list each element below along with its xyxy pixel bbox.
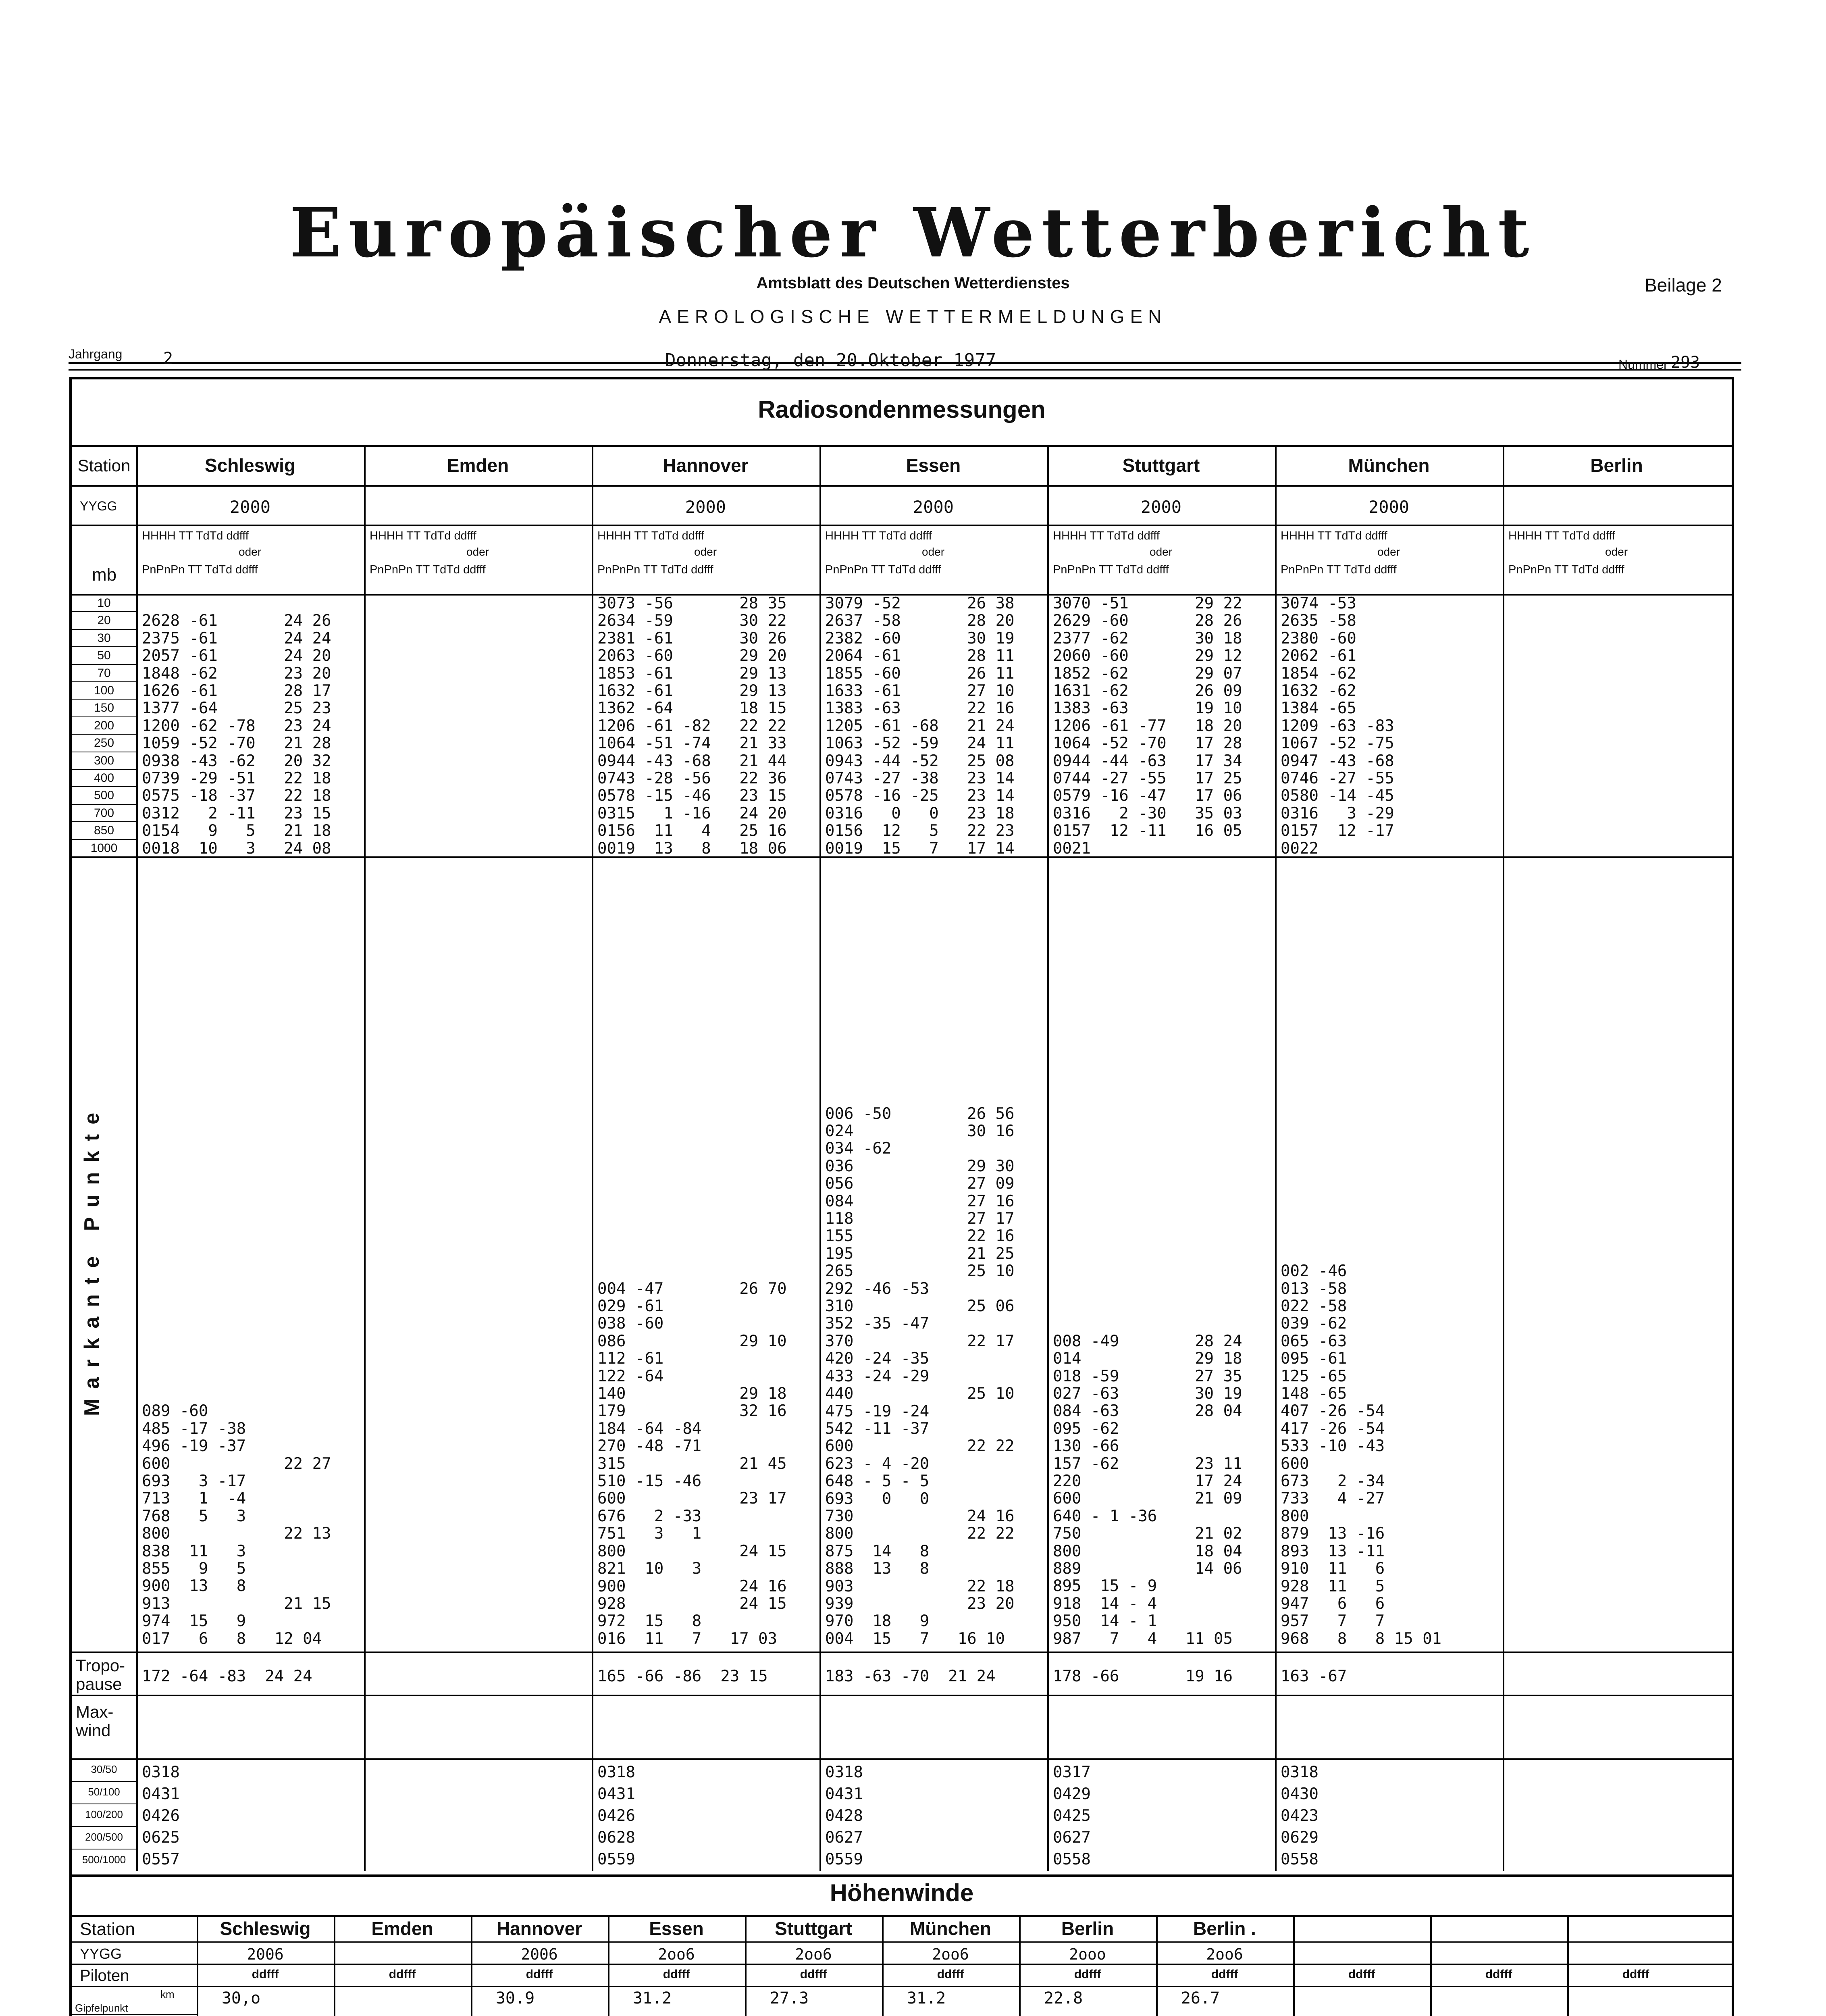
level-rule [72,769,136,770]
shear-level: 30/50 [91,1763,117,1775]
col-caption-oder: oder [1150,546,1173,558]
col-caption: PnPnPn TT TdTd ddfff [1508,563,1624,576]
station-yygg: 2006 [247,1945,284,1963]
col-caption: PnPnPn TT TdTd ddfff [597,563,713,576]
pressure-level: 850 [94,824,114,837]
row-divider [72,1986,1732,1987]
pressure-level: 200 [94,719,114,732]
station-yygg: 2oo6 [932,1945,969,1963]
standard-level-data: 2628 -61 24 26 2375 -61 24 24 2057 -61 24 20 1848 -62 23 20 1626 -61 28 17 1377 -64 25 23 1200 -62 -78 23 24 1059 -52 -70 21 28 0938 -43 -62 20 32 0739 -29 -51 22 18 0575 -18 -37 22 18 0312 2 -11 23 15 0154 9 5 21 18 0018 10 3 24 08 [142,612,331,858]
col-caption-oder: oder [1377,546,1400,558]
station-yygg: 2006 [521,1945,558,1963]
col-caption: PnPnPn TT TdTd ddfff [142,563,258,576]
row-divider [72,1695,1732,1696]
wind-shear-data: 0318 0431 0426 0625 0557 [142,1763,180,1868]
page-title: Europäischer Wetterbericht [289,193,1537,273]
station-yygg: 2000 [685,497,726,517]
station-yygg: 2000 [1368,497,1410,517]
nummer-value: 293 [1671,353,1700,372]
row-divider [72,1652,1732,1653]
level-rule [72,734,136,735]
col-caption-oder: oder [694,546,717,558]
pressure-level: 300 [94,754,114,767]
ddfff-caption: ddfff [1348,1968,1375,1981]
col-caption: HHHH TT TdTd ddfff [597,529,704,542]
level-rule [72,594,136,595]
station-name: Stuttgart [775,1918,852,1939]
pressure-level: 250 [94,736,114,750]
ddfff-caption: ddfff [663,1968,690,1981]
piloten-label: Piloten [80,1967,129,1985]
col-caption: HHHH TT TdTd ddfff [825,529,932,542]
level-rule [72,681,136,682]
col-caption: HHHH TT TdTd ddfff [370,529,476,542]
ddfff-caption: ddfff [252,1968,279,1981]
col-caption: PnPnPn TT TdTd ddfff [825,563,941,576]
pressure-level: 50 [97,649,111,662]
hoehenwinde-table [69,1877,1734,2016]
level-rule [72,804,136,805]
row-divider [72,1758,1732,1760]
shear-rule [72,1758,136,1759]
level-rule [72,611,136,612]
station-name: Hannover [496,1918,582,1939]
pressure-level: 400 [94,771,114,785]
ddfff-caption: ddfff [1485,1968,1512,1981]
station-yygg: 2oo6 [1206,1945,1243,1963]
col-caption-oder: oder [239,546,262,558]
col-caption: PnPnPn TT TdTd ddfff [1053,563,1169,576]
radiosonde-title: Radiosondenmessungen [758,396,1046,423]
ddfff-caption: ddfff [526,1968,553,1981]
gipfelpunkt-label: Gipfelpunkt [75,2002,128,2014]
row-divider [72,525,1732,526]
standard-level-data: 3073 -56 28 35 2634 -59 30 22 2381 -61 30 26 2063 -60 29 20 1853 -61 29 13 1632 -61 29 13 1362 -64 18 15 1206 -61 -82 22 22 1064 -51 -74 21 33 0944 -43 -68 21 44 0743 -28 -56 22 36 0578 -15 -46 23 15 0315 1 -16 24 20 0156 11 4 25 16 0019 13 8 18 06 [597,594,787,858]
col-divider [364,445,366,1871]
shear-rule [72,1826,136,1827]
wind-shear-data: 0317 0429 0425 0627 0558 [1053,1763,1091,1868]
col-divider [1275,445,1277,1871]
tropopause-data: 165 -66 -86 23 15 [597,1667,768,1685]
ddfff-caption: ddfff [1622,1968,1649,1981]
station-yygg: 2000 [1140,497,1182,517]
row-divider [72,1964,1732,1965]
level-rule [72,839,136,840]
gipfel-km-value: 30,o [221,1989,261,2008]
yygg-label: YYGG [80,1945,122,1962]
pressure-level: 1000 [90,841,118,855]
level-rule [72,629,136,630]
gipfel-km-value: 31.2 [907,1989,946,2008]
pressure-level: 700 [94,806,114,820]
col-caption: HHHH TT TdTd ddfff [1281,529,1387,542]
col-divider [1047,445,1049,1871]
gipfel-km-value: 27.3 [769,1989,809,2008]
markante-punkte-label: Markante Punkte [80,1103,104,1416]
subtitle: Amtsblatt des Deutschen Wetterdienstes [756,274,1070,292]
mb-label: mb [92,565,117,585]
col-divider [819,445,821,1871]
ddfff-caption: ddfff [389,1968,416,1981]
shear-level: 200/500 [85,1831,123,1843]
issue-date: Donnerstag, den 20.Oktober 1977 [665,350,996,371]
station-name: Hannover [663,455,749,476]
pressure-level: 30 [97,631,111,645]
col-divider [592,445,593,1871]
shear-level: 500/1000 [82,1854,126,1866]
station-name: Berlin . [1193,1918,1256,1939]
gipfel-km-label: km [160,1988,175,2000]
col-caption: HHHH TT TdTd ddfff [142,529,249,542]
station-name: Emden [447,455,509,476]
level-rule [72,786,136,787]
marked-points-data: 089 -60 485 -17 -38 496 -19 -37 600 22 27 693 3 -17 713 1 -4 768 5 3 800 22 13 838 11 3 855 9 5 900 13 8 913 21 15 974 15 9 017 6 8 12 04 [142,1402,331,1648]
pressure-level: 100 [94,684,114,697]
station-name: Stuttgart [1122,455,1200,476]
ddfff-caption: ddfff [937,1968,964,1981]
marked-points-data: 006 -50 26 56 024 30 16 034 -62 036 29 30 056 27 09 084 27 16 118 27 17 155 22 16 195 21 25 265 25 10 292 -46 -53 310 25 06 352 -35 -47 370 22 17 420 -24 -35 433 -24 -29 440 25 10 475 -19 -24 542 -11 -37 600 22 22 623 - 4 -20 648 - 5 - 5 693 0 0 730 24 16 800 22 22 875 14 8 888 13 8 903 22 18 939 23 20 970 18 9 004 15 7 16 10 [825,1104,1015,1648]
pressure-level: 500 [94,789,114,802]
station-yygg: 2oo6 [658,1945,695,1963]
col-caption: HHHH TT TdTd ddfff [1508,529,1615,542]
station-name: Schleswig [220,1918,311,1939]
station-yygg: 2000 [913,497,954,517]
level-rule [72,699,136,700]
gipfel-km-value: 30.9 [495,1989,535,2008]
shear-level: 50/100 [88,1786,120,1798]
tropopause-data: 172 -64 -83 24 24 [142,1667,312,1685]
station-yygg: 2ooo [1069,1945,1106,1963]
station-name: Essen [906,455,961,476]
tropopause-data: 178 -66 19 16 [1053,1667,1233,1685]
marked-points-data: 008 -49 28 24 014 29 18 018 -59 27 35 027 -63 30 19 084 -63 28 04 095 -62 130 -66 157 -62 23 11 220 17 24 600 21 09 640 - 1 -36 750 21 02 800 18 04 889 14 06 895 15 - 9 918 14 - 4 950 14 - 1 987 7 4 11 05 [1053,1332,1242,1648]
station-name: Berlin [1061,1918,1114,1939]
tropopause-data: 163 -67 [1281,1667,1347,1685]
col-caption-oder: oder [1605,546,1628,558]
wind-shear-data: 0318 0430 0423 0629 0558 [1281,1763,1319,1868]
level-rule [72,716,136,717]
nummer-label: Nummer [1618,357,1668,372]
station-label: Station [77,456,131,475]
pressure-level: 20 [97,614,111,627]
shear-level: 100/200 [85,1808,123,1820]
station-name: Schleswig [205,455,295,476]
standard-level-data: 3079 -52 26 38 2637 -58 28 20 2382 -60 30 19 2064 -61 28 11 1855 -60 26 11 1633 -61 27 10 1383 -63 22 16 1205 -61 -68 21 24 1063 -52 -59 24 11 0943 -44 -52 25 08 0743 -27 -38 23 14 0578 -16 -25 23 14 0316 0 0 23 18 0156 12 5 22 23 0019 15 7 17 14 [825,594,1015,858]
station-yygg: 2000 [229,497,271,517]
row-divider [72,1915,1732,1917]
col-divider [1503,445,1504,1871]
row-divider [72,485,1732,487]
ddfff-caption: ddfff [800,1968,827,1981]
col-caption: PnPnPn TT TdTd ddfff [1281,563,1397,576]
station-name: Emden [371,1918,433,1939]
jahrgang-label: Jahrgang [69,347,123,361]
gipfel-km-value: 26.7 [1181,1989,1220,2008]
marked-points-data: 004 -47 26 70 029 -61 038 -60 086 29 10 112 -61 122 -64 140 29 18 179 32 16 184 -64 -84 270 -48 -71 315 21 45 510 -15 -46 600 23 17 676 2 -33 751 3 1 800 24 15 821 10 3 900 24 16 928 24 15 972 15 8 016 11 7 17 03 [597,1279,787,1648]
col-caption-oder: oder [922,546,945,558]
standard-level-data: 3070 -51 29 22 2629 -60 28 26 2377 -62 30 18 2060 -60 29 12 1852 -62 29 07 1631 -62 26 09 1383 -63 19 10 1206 -61 -77 18 20 1064 -52 -70 17 28 0944 -44 -63 17 34 0744 -27 -55 17 25 0579 -16 -47 17 06 0316 2 -30 35 03 0157 12 -11 16 05 0021 [1053,594,1242,858]
col-caption-oder: oder [466,546,489,558]
wind-shear-data: 0318 0431 0426 0628 0559 [597,1763,635,1868]
col-caption: PnPnPn TT TdTd ddfff [370,563,486,576]
pressure-level: 150 [94,701,114,715]
col-divider [1430,1915,1432,2016]
beilage: Beilage 2 [1645,275,1722,296]
shear-rule [72,1781,136,1782]
col-divider [136,445,138,1871]
pressure-level: 10 [97,596,111,610]
station-name: München [910,1918,991,1939]
col-divider [1567,1915,1569,2016]
level-rule [72,821,136,822]
station-name: Berlin [1590,455,1643,476]
standard-level-data: 3074 -53 2635 -58 2380 -60 2062 -61 1854 -62 1632 -62 1384 -65 1209 -63 -83 1067 -52 -75 0947 -43 -68 0746 -27 -55 0580 -14 -45 0316 3 -29 0157 12 -17 0022 [1281,594,1394,858]
pressure-level: 70 [97,666,111,680]
station-label: Station [80,1919,135,1939]
row-divider [72,1941,1732,1943]
level-rule [72,664,136,665]
station-yygg: 2oo6 [795,1945,832,1963]
jahrgang-value: 2 [163,349,173,368]
gipfel-km-value: 22.8 [1044,1989,1083,2008]
col-divider [1293,1915,1295,2016]
marked-points-data: 002 -46 013 -58 022 -58 039 -62 065 -63 095 -61 125 -65 148 -65 407 -26 -54 417 -26 -54 533 -10 -43 600 673 2 -34 733 4 -27 800 879 13 -16 893 13 -11 910 11 6 928 11 5 947 6 6 957 7 7 968 8 8 15 01 [1281,1262,1442,1648]
level-rule [72,646,136,647]
hoehenwinde-title: Höhenwinde [830,1879,974,1906]
station-name: München [1348,455,1430,476]
tropopause-data: 183 -63 -70 21 24 [825,1667,996,1685]
radiosonde-table [69,377,1734,1877]
gipfel-km-value: 31.2 [632,1989,672,2008]
station-name: Essen [649,1918,704,1939]
col-caption: HHHH TT TdTd ddfff [1053,529,1160,542]
section-title: AEROLOGISCHE WETTERMELDUNGEN [659,306,1167,327]
wind-shear-data: 0318 0431 0428 0627 0559 [825,1763,863,1868]
tropopause-label: Tropo- pause [76,1656,125,1693]
ddfff-caption: ddfff [1074,1968,1101,1981]
yygg-label: YYGG [80,499,117,513]
maxwind-label: Max- wind [76,1702,114,1740]
ddfff-caption: ddfff [1211,1968,1238,1981]
